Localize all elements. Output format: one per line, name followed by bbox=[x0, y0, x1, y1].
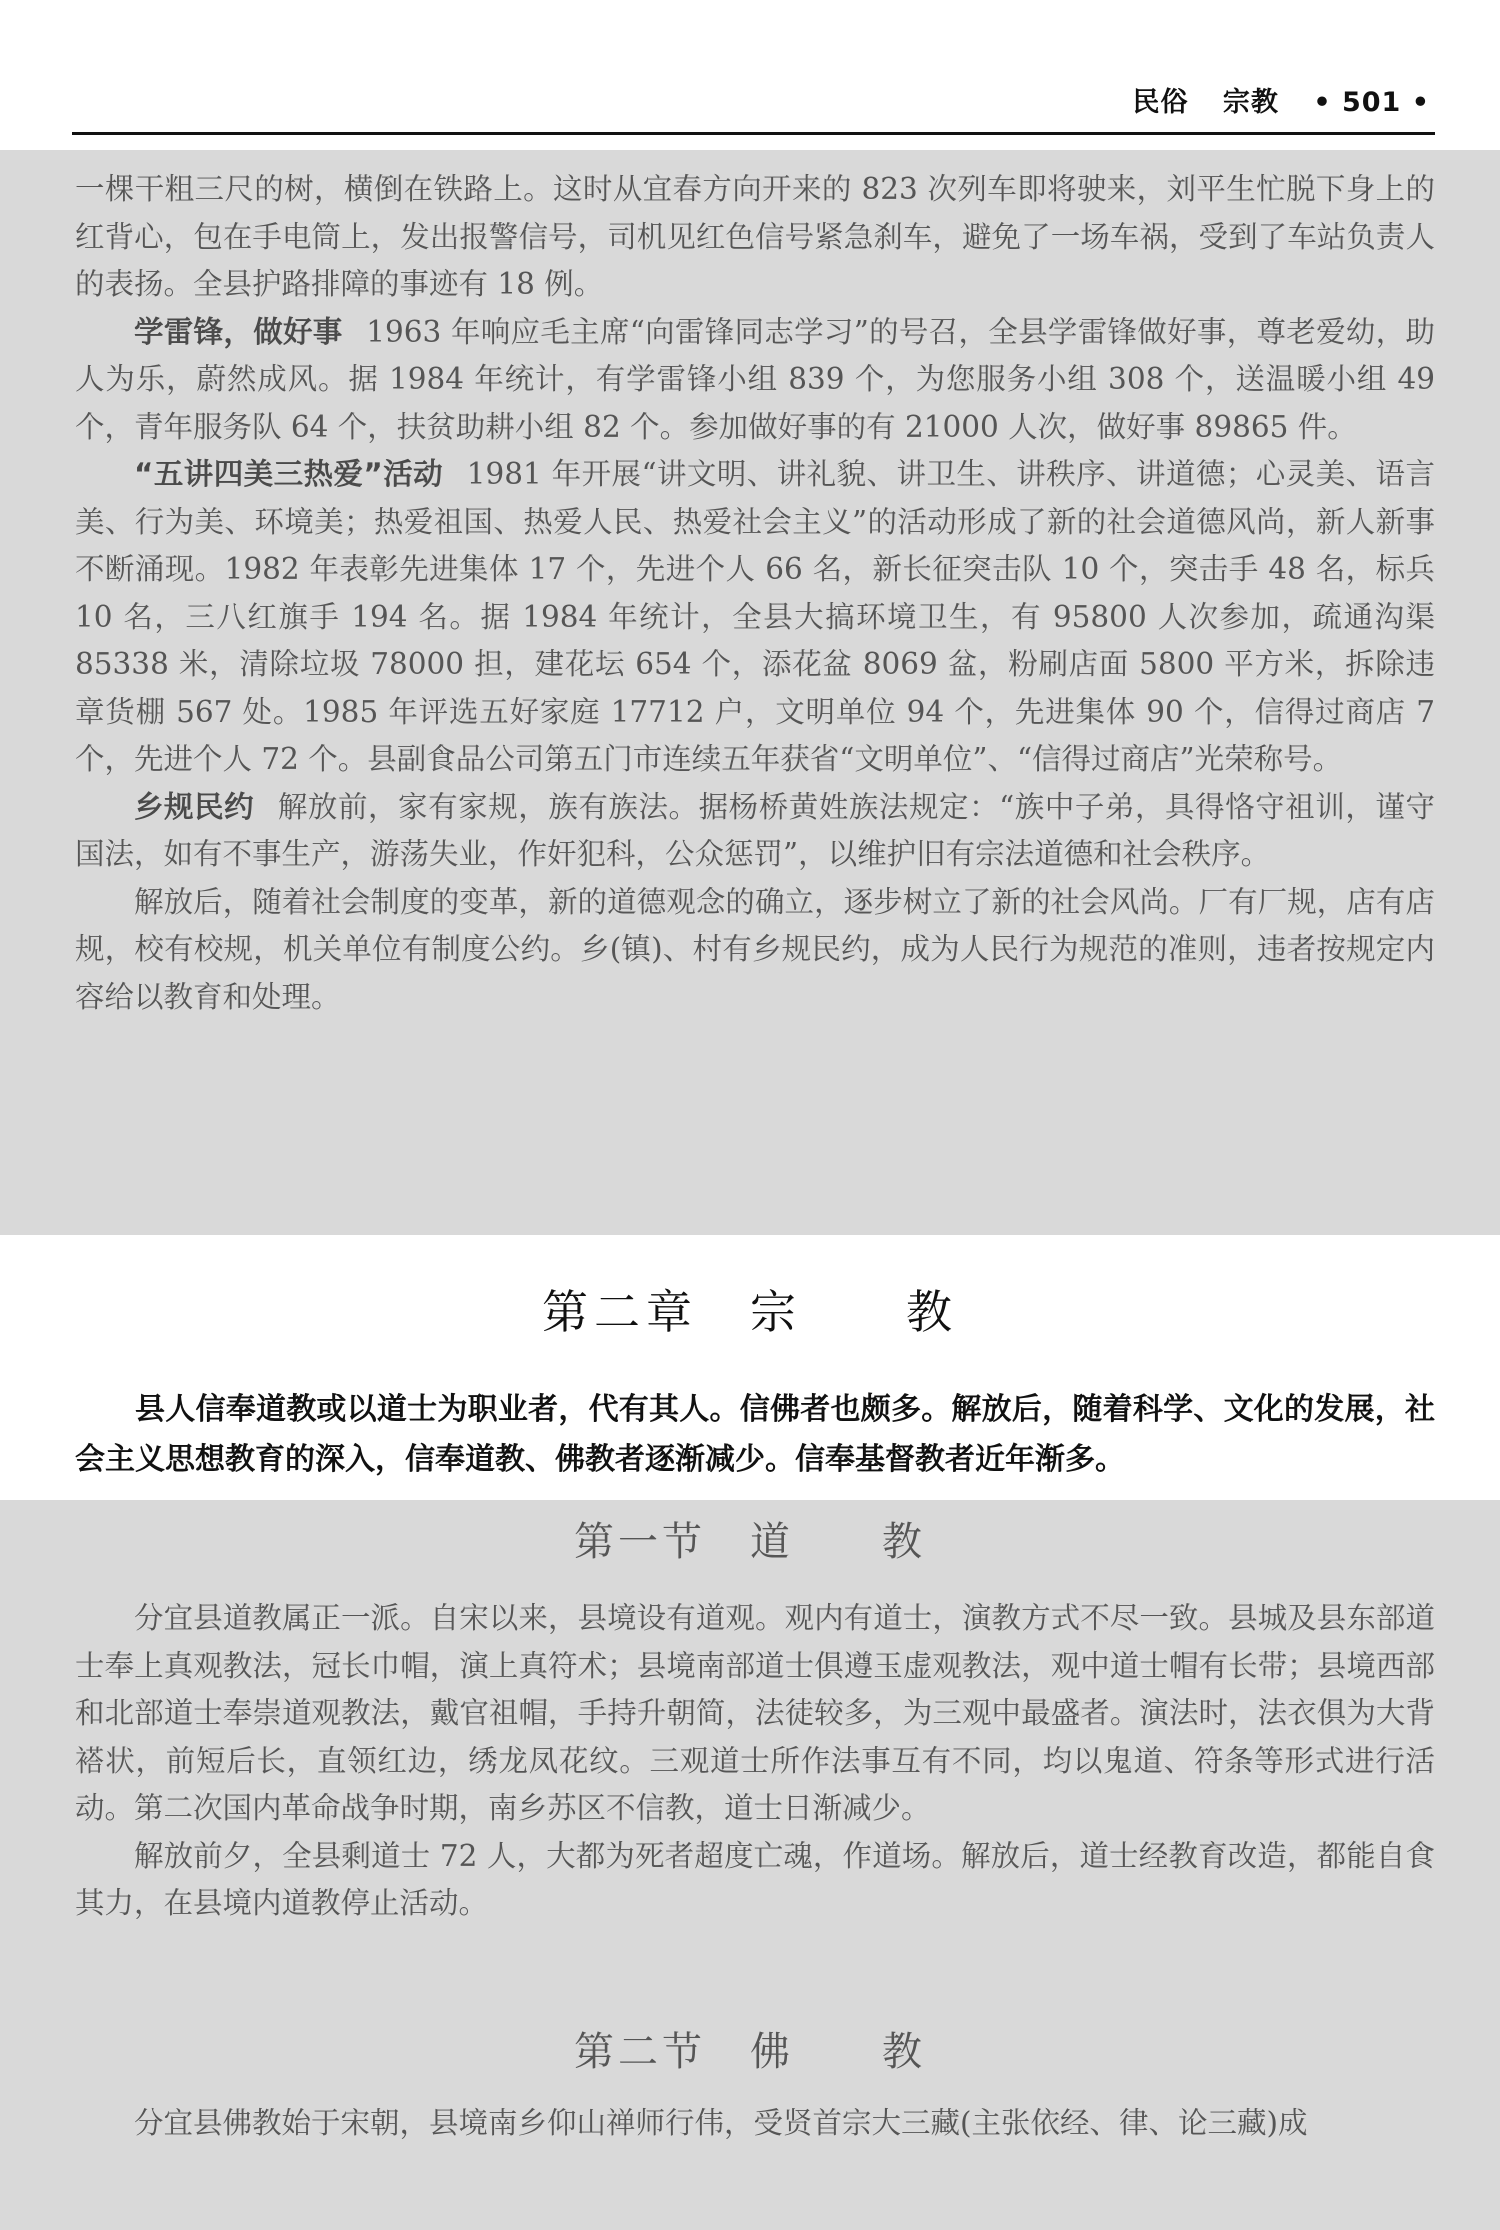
paragraph bbox=[75, 451, 1435, 784]
body-text-taoism bbox=[75, 1595, 1435, 1928]
paragraph-lead: “五讲四美三热爱”活动 bbox=[134, 457, 444, 491]
paragraph: 分宜县道教属正一派。自宋以来，县境设有道观。观内有道士，演教方式不尽一致。县城及县东部道士奉上真观教法，冠长巾帽，演上真符术；县境南部道士俱遵玉虚观教法，观中道士帽有长带；县境西部和北部道士奉崇道观教法，戴官祖帽，手持升朝简，法徒较多，为三观中最盛者。演法时，法衣俱为大背褡状，前短后长，直领红边，绣龙凤花纹。三观道士所作法事互有不同，均以鬼道、符条等形式进行活动。第二次国内革命战争时期，南乡苏区不信教，道士日渐减少。 bbox=[75, 1601, 1435, 1825]
header-rule bbox=[72, 132, 1435, 135]
paragraph bbox=[75, 309, 1435, 452]
paragraph: 分宜县佛教始于宋朝，县境南乡仰山禅师行伟，受贤首宗大三藏(主张依经、律、论三藏)成 bbox=[134, 2106, 1308, 2140]
paragraph-text: 1963 年响应毛主席“向雷锋同志学习”的号召，全县学雷锋做好事，尊老爱幼，助人为乐，蔚然成风。据 1984 年统计，有学雷锋小组 839 个，为您服务小组 308 个，送温暖小组 49 个，青年服务队 64 个，扶贫助耕小组 82 个。参加做好事的有 21000 人次，做好事 89865 件。 bbox=[75, 314, 1435, 444]
paragraph-text: 解放后，随着社会制度的变革，新的道德观念的确立，逐步树立了新的社会风尚。厂有厂规，店有店规，校有校规，机关单位有制度公约。乡(镇)、村有乡规民约，成为人民行为规范的准则，违者按规定内容给以教育和处理。 bbox=[75, 884, 1435, 1014]
paragraph-text: 1981 年开展“讲文明、讲礼貌、讲卫生、讲秩序、讲道德；心灵美、语言美、行为美、环境美；热爱祖国、热爱人民、热爱社会主义”的活动形成了新的社会道德风尚，新人新事不断涌现。1982 年表彰先进集体 17 个，先进个人 66 名，新长征突击队 10 个，突击手 48 名，标兵 10 名，三八红旗手 194 名。据 1984 年统计，全县大搞环境卫生，有 95800 人次参加，疏通沟渠 85338 米，清除垃圾 78000 担，建花坛 654 个，添花盆 8069 盆，粉刷店面 5800 平方米，拆除违章货棚 567 处。1985 年评选五好家庭 17712 户，文明单位 94 个，先进集体 90 个，信得过商店 7 个，先进个人 72 个。县副食品公司第五门市连续五年获省“文明单位”、“信得过商店”光荣称号。 bbox=[75, 457, 1435, 776]
section-title-buddhism: 第二节 佛 教 bbox=[574, 2029, 926, 2075]
chapter-title: 第二章 宗 教 bbox=[542, 1285, 958, 1339]
header-topic: 宗教 bbox=[1222, 87, 1279, 118]
running-header bbox=[1109, 80, 1431, 119]
body-text-buddhism bbox=[75, 2100, 1435, 2148]
paragraph bbox=[75, 166, 1435, 309]
paragraph-lead: 学雷锋，做好事 bbox=[134, 314, 343, 349]
page-header bbox=[0, 0, 1500, 150]
chapter-intro bbox=[75, 1385, 1435, 1485]
paragraph-text: 一棵干粗三尺的树，横倒在铁路上。这时从宜春方向开来的 823 次列车即将驶来，刘平生忙脱下身上的红背心，包在手电筒上，发出报警信号，司机见红色信号紧急刹车，避免了一场车祸，受到了车站负责人的表扬。全县护路排障的事迹有 18 例。 bbox=[75, 172, 1435, 301]
paragraph-text: 解放前，家有家规，族有族法。据杨桥黄姓族法规定：“族中子弟，具得恪守祖训，谨守国法，如有不事生产，游荡失业，作奸犯科，公众惩罚”，以维护旧有宗法道德和社会秩序。 bbox=[75, 789, 1435, 871]
paragraph bbox=[75, 879, 1435, 1022]
paragraph-lead: 乡规民约 bbox=[134, 789, 255, 824]
body-text-top bbox=[75, 166, 1435, 1021]
header-category: 民俗 bbox=[1132, 87, 1189, 118]
paragraph: 解放前夕，全县剩道士 72 人，大都为死者超度亡魂，作道场。解放后，道士经教育改造，都能自食其力，在县境内道教停止活动。 bbox=[75, 1838, 1435, 1920]
page-number: • 501 • bbox=[1313, 87, 1430, 118]
section-title-taoism: 第一节 道 教 bbox=[574, 1519, 926, 1565]
chapter-intro-text: 县人信奉道教或以道士为职业者，代有其人。信佛者也颇多。解放后，随着科学、文化的发展，社会主义思想教育的深入，信奉道教、佛教者逐渐减少。信奉基督教者近年渐多。 bbox=[75, 1392, 1435, 1477]
paragraph bbox=[75, 784, 1435, 879]
